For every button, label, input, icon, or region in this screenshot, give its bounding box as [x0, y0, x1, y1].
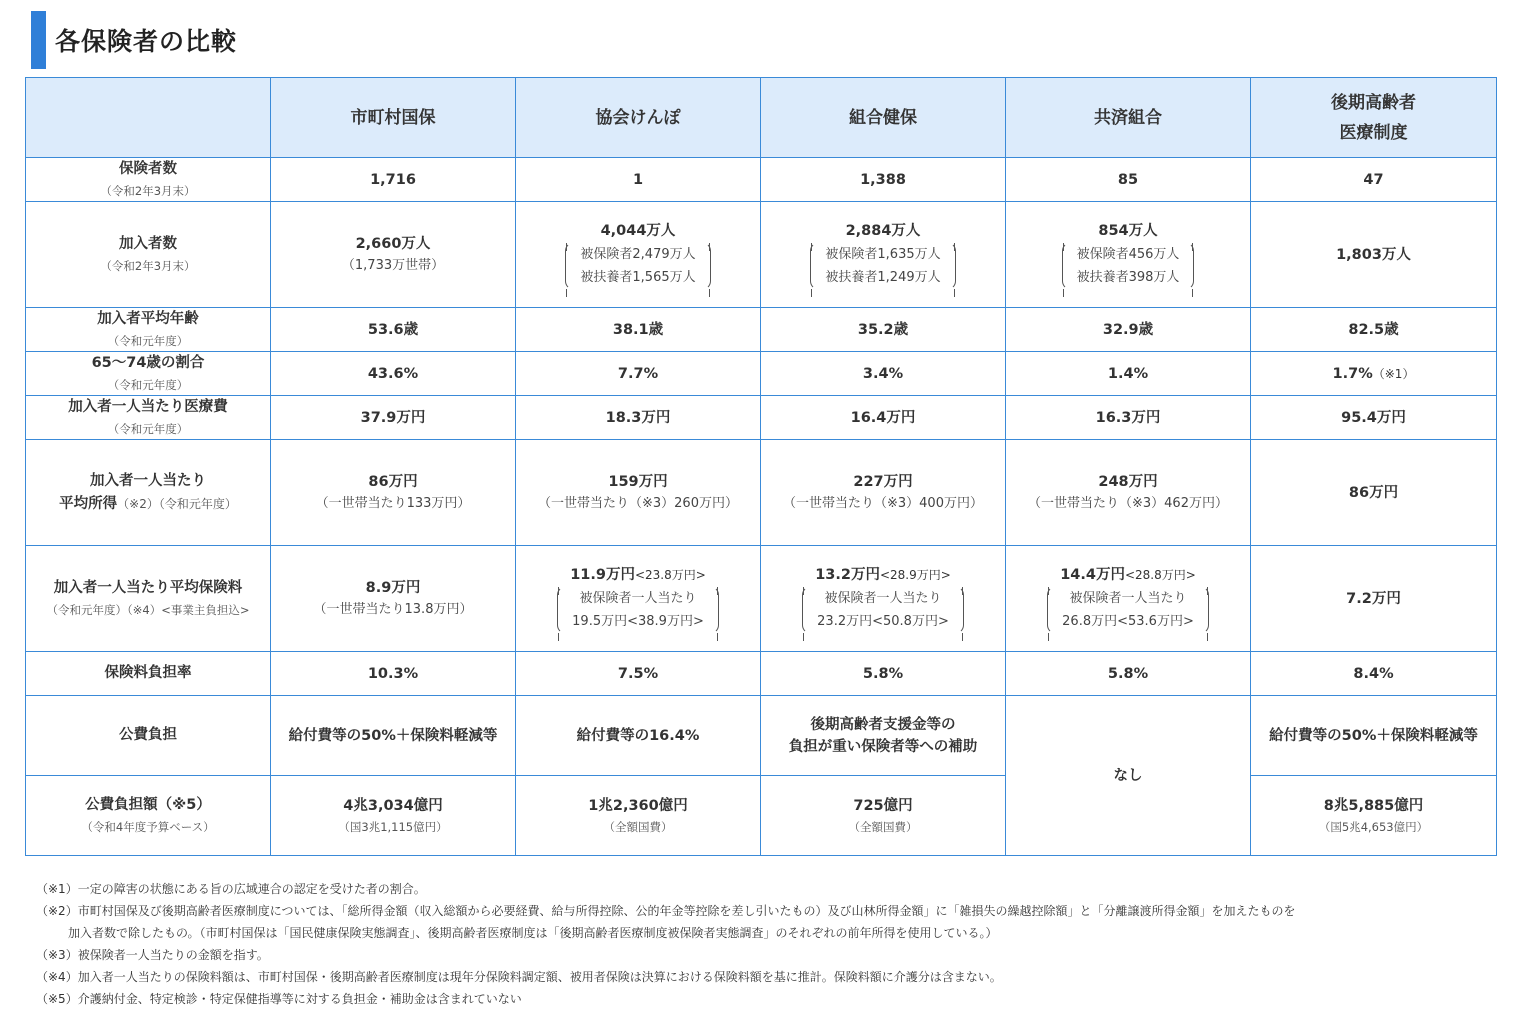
value-main [1006, 663, 1250, 685]
value-note: （国5兆4,653億円） [1318, 819, 1429, 834]
value-main [516, 471, 760, 493]
value-main [1006, 169, 1250, 191]
value-cell [271, 696, 516, 776]
corner-header [26, 78, 271, 158]
value-text: 10.3% [367, 665, 419, 682]
footnote-line: （※4）加入者一人当たりの保険料額は、市町村国保・後期高齢者医療制度は現年分保険料調定額、被用者保険は決算における保険料額を基に推計。保険料額に介護分は含まない。 [36, 970, 1002, 984]
title-accent-bar [31, 11, 46, 69]
value-text: 2,660万人 [355, 235, 431, 252]
row-label-cell [26, 546, 271, 652]
table-row [26, 396, 1497, 440]
value-main [1251, 363, 1496, 385]
column-header: 市町村国保 [271, 78, 516, 158]
value-text: 7.7% [617, 365, 659, 382]
bracket-breakdown [557, 586, 719, 634]
value-cell [516, 652, 761, 696]
value-main [761, 220, 1005, 242]
value-text: 4兆3,034億円 [343, 797, 443, 814]
row-label: 加入者数 [119, 236, 177, 252]
column-header-line: 医療制度 [1339, 122, 1408, 143]
value-text: 47 [1363, 171, 1384, 188]
footnote-line: 加入者数で除したもの。（市町村国保は「国民健康保険実態調査」、後期高齢者医療制度は「後期高齢者医療制度被保険者実態調査」のそれぞれの前年所得を使用している。） [68, 926, 998, 940]
value-main [1251, 795, 1496, 817]
value-cell [1006, 546, 1251, 652]
value-main [271, 725, 515, 747]
value-cell [1251, 308, 1497, 352]
row-label: 公費負担 [119, 727, 177, 743]
value-cell [1251, 652, 1497, 696]
value-cell [271, 158, 516, 202]
row-label-cell [26, 696, 271, 776]
page-title-text: 各保険者の比較 [55, 27, 238, 56]
breakdown-line: 被扶養者1,249万人 [825, 269, 941, 285]
value-main-line2: 負担が重い保険者等への補助 [788, 738, 978, 755]
value-main [271, 407, 515, 429]
row-label: 保険料負担率 [104, 665, 192, 681]
value-main [761, 363, 1005, 385]
value-main [516, 407, 760, 429]
value-main [761, 471, 1005, 493]
value-main [516, 564, 760, 586]
value-text: 38.1歳 [612, 321, 664, 338]
value-sub: （一世帯当たり（※3）400万円） [783, 495, 983, 511]
value-text: 1,716 [370, 171, 416, 188]
value-text: 3.4% [862, 365, 904, 382]
value-cell [516, 696, 761, 776]
value-main [516, 169, 760, 191]
value-sub: （一世帯当たり133万円） [315, 495, 471, 511]
value-cell [1006, 308, 1251, 352]
bracket-breakdown [810, 242, 955, 290]
value-note: <23.8万円> [634, 567, 706, 582]
value-cell [516, 352, 761, 396]
footnote-line: （※3）被保険者一人当たりの金額を指す。 [36, 948, 269, 962]
value-main [1251, 725, 1496, 747]
value-cell [516, 158, 761, 202]
value-main [761, 169, 1005, 191]
value-text: 32.9歳 [1102, 321, 1154, 338]
value-text: 16.3万円 [1095, 409, 1161, 426]
column-header: 協会けんぽ [516, 78, 761, 158]
value-cell [1251, 202, 1497, 308]
row-label-note: （令和元年度） [107, 334, 189, 348]
row-label-cell [26, 158, 271, 202]
row-label: 公費負担額（※5） [85, 797, 211, 813]
row-label: 加入者一人当たり平均保険料 [53, 580, 243, 596]
value-text: 8.4% [1353, 665, 1394, 682]
value-cell [761, 308, 1006, 352]
bracket-breakdown [1047, 586, 1209, 634]
value-text: 95.4万円 [1341, 409, 1406, 426]
value-main [1006, 564, 1250, 586]
row-label: 加入者平均年齢 [97, 311, 199, 327]
value-note: <28.8万円> [1124, 567, 1196, 582]
value-text: 2,884万人 [845, 222, 921, 239]
value-cell [271, 352, 516, 396]
breakdown-line: 被保険者1,635万人 [825, 246, 941, 262]
value-text: 5.8% [1107, 665, 1149, 682]
value-main [271, 577, 515, 599]
row-label-note: （令和元年度） [107, 422, 189, 436]
row-label-cell [26, 440, 271, 546]
breakdown-line: 被保険者一人当たり [579, 590, 697, 606]
value-cell [271, 652, 516, 696]
table-row [26, 202, 1497, 308]
bracket-breakdown [802, 586, 964, 634]
row-label-note: （令和元年度）（※4）<事業主負担込> [46, 603, 250, 617]
value-main [516, 663, 760, 685]
table-row [26, 308, 1497, 352]
value-main [516, 795, 760, 817]
value-text: 1.4% [1107, 365, 1149, 382]
value-cell [516, 546, 761, 652]
value-text: 14.4万円 [1060, 566, 1125, 583]
value-cell [1251, 352, 1497, 396]
breakdown-line: 被扶養者398万人 [1076, 269, 1180, 285]
value-cell [1251, 696, 1497, 776]
breakdown-line: 被保険者一人当たり [824, 590, 942, 606]
value-main [1251, 588, 1496, 610]
row-label: 加入者一人当たり医療費 [68, 399, 228, 415]
value-main [1251, 407, 1496, 429]
value-main [761, 795, 1005, 817]
value-sub: （1,733万世帯） [341, 257, 445, 273]
value-cell [761, 776, 1006, 856]
value-main [271, 169, 515, 191]
value-main [761, 663, 1005, 685]
value-cell [516, 202, 761, 308]
value-cell [1006, 202, 1251, 308]
value-cell [1251, 440, 1497, 546]
value-note: （国3兆1,115億円） [338, 819, 448, 834]
value-cell [1251, 158, 1497, 202]
row-label-text: 平均所得 [59, 495, 118, 512]
value-cell [761, 396, 1006, 440]
value-main [761, 319, 1005, 341]
value-main [271, 795, 515, 817]
column-header-line: 後期高齢者 [1331, 92, 1416, 113]
row-label-note: （令和2年3月末） [100, 259, 196, 273]
value-text: 86万円 [368, 473, 418, 490]
breakdown-line: 被保険者456万人 [1076, 246, 1180, 262]
row-label-cell [26, 202, 271, 308]
value-cell [516, 396, 761, 440]
footnote-line: （※5）介護納付金、特定検診・特定保健指導等に対する負担金・補助金は含まれていない [36, 992, 522, 1006]
value-note: <28.9万円> [879, 567, 951, 582]
column-header: 共済組合 [1006, 78, 1251, 158]
value-text: 725億円 [853, 797, 913, 814]
value-cell [761, 546, 1006, 652]
table-row [26, 546, 1497, 652]
row-label-note: （令和4年度予算ベース） [81, 820, 215, 834]
value-main [1006, 319, 1250, 341]
value-main [1251, 169, 1496, 191]
value-main [1251, 482, 1496, 504]
column-header: 組合健保 [761, 78, 1006, 158]
value-text: 854万人 [1098, 222, 1158, 239]
value-main [516, 220, 760, 242]
value-cell [1006, 158, 1251, 202]
value-text: 7.2万円 [1346, 590, 1401, 607]
value-text: 1,388 [860, 171, 906, 188]
value-text: 1.7% [1332, 365, 1373, 382]
row-label-cell [26, 308, 271, 352]
value-cell [516, 308, 761, 352]
value-cell [271, 776, 516, 856]
value-cell [516, 440, 761, 546]
table-row [26, 440, 1497, 546]
value-text: 248万円 [1098, 473, 1158, 490]
value-text: 1兆2,360億円 [588, 797, 688, 814]
value-text: 1,803万人 [1336, 246, 1411, 263]
value-cell [1251, 546, 1497, 652]
value-text: 13.2万円 [815, 566, 880, 583]
footnote-line: （※1）一定の障害の状態にある旨の広域連合の認定を受けた者の割合。 [36, 882, 426, 896]
value-sub: （一世帯当たり（※3）462万円） [1028, 495, 1228, 511]
value-note: （全額国費） [848, 819, 918, 834]
column-header [1251, 78, 1497, 158]
value-text: 後期高齢者支援金等の [810, 716, 956, 733]
value-text: 227万円 [853, 473, 913, 490]
value-text: 85 [1117, 171, 1139, 188]
value-text: 37.9万円 [360, 409, 426, 426]
footnote-line: （※2）市町村国保及び後期高齢者医療制度については、「総所得金額（収入総額から必要経費、給与所得控除、公的年金等控除を差し引いたもの）及び山林所得金額」に「雑損失の繰越控除額」と「分離譲渡所得金額」を加えたものを [36, 904, 1296, 918]
value-main [1251, 663, 1496, 685]
value-sub: （一世帯当たり（※3）260万円） [538, 495, 738, 511]
value-text: 43.6% [367, 365, 419, 382]
value-main [1006, 407, 1250, 429]
value-main [761, 407, 1005, 429]
bracket-breakdown [565, 242, 710, 290]
bracket-breakdown [1062, 242, 1195, 290]
row-label-note: （令和元年度） [107, 378, 189, 392]
value-note: （全額国費） [603, 819, 673, 834]
row-label [26, 493, 270, 516]
value-text: 給付費等の50%＋保険料軽減等 [1269, 727, 1478, 744]
value-text: 53.6歳 [367, 321, 419, 338]
value-main [516, 725, 760, 747]
value-cell [1006, 696, 1251, 856]
value-main [271, 363, 515, 385]
value-main [271, 319, 515, 341]
breakdown-line: 被保険者2,479万人 [580, 246, 696, 262]
value-text: 82.5歳 [1348, 321, 1399, 338]
value-main [1006, 765, 1250, 787]
value-main [516, 319, 760, 341]
value-text: 159万円 [608, 473, 668, 490]
value-text: 5.8% [862, 665, 904, 682]
breakdown-line: 被保険者一人当たり [1069, 590, 1187, 606]
value-cell [271, 202, 516, 308]
value-text: 35.2歳 [857, 321, 909, 338]
table-row [26, 352, 1497, 396]
row-label: 加入者一人当たり [90, 472, 206, 489]
row-label: 65～74歳の割合 [91, 355, 205, 371]
value-main [1251, 244, 1496, 266]
row-label-note: （※2）（令和元年度） [117, 496, 237, 511]
value-main [1006, 471, 1250, 493]
value-text: 1 [632, 171, 644, 188]
row-label: 保険者数 [119, 161, 177, 177]
value-main [761, 714, 1005, 736]
value-cell [1006, 440, 1251, 546]
value-text: 86万円 [1348, 484, 1399, 501]
breakdown-line: 23.2万円<50.8万円> [817, 613, 949, 629]
value-cell [761, 652, 1006, 696]
value-text: 8兆5,885億円 [1323, 797, 1424, 814]
value-cell [1251, 396, 1497, 440]
value-main [271, 471, 515, 493]
row-label-cell [26, 352, 271, 396]
value-cell [761, 352, 1006, 396]
table-row [26, 776, 1497, 856]
breakdown-line: 26.8万円<53.6万円> [1062, 613, 1194, 629]
value-cell [761, 202, 1006, 308]
value-main [516, 363, 760, 385]
table-row [26, 652, 1497, 696]
table-row [26, 158, 1497, 202]
value-text: 8.9万円 [365, 579, 421, 596]
page-title [31, 11, 237, 69]
breakdown-line: 被扶養者1,565万人 [580, 269, 696, 285]
value-cell [271, 308, 516, 352]
row-label-note: （令和2年3月末） [100, 184, 196, 198]
value-main [1006, 220, 1250, 242]
value-cell [1006, 352, 1251, 396]
value-cell [761, 440, 1006, 546]
value-cell [271, 440, 516, 546]
value-cell [1251, 776, 1497, 856]
row-label-cell [26, 396, 271, 440]
value-text: 11.9万円 [570, 566, 635, 583]
value-main [1251, 319, 1496, 341]
value-main [271, 663, 515, 685]
footnotes [36, 878, 1295, 1010]
value-text: 給付費等の50%＋保険料軽減等 [288, 727, 498, 744]
table-row [26, 696, 1497, 776]
value-cell [271, 396, 516, 440]
value-cell [516, 776, 761, 856]
value-note: （※1） [1372, 366, 1415, 381]
comparison-table [25, 77, 1497, 856]
value-main [1006, 363, 1250, 385]
value-cell [761, 158, 1006, 202]
value-text: 18.3万円 [605, 409, 671, 426]
value-main [271, 233, 515, 255]
value-cell [1006, 396, 1251, 440]
value-cell [1006, 652, 1251, 696]
value-text: 給付費等の16.4% [576, 727, 700, 744]
value-cell [761, 696, 1006, 776]
value-cell [271, 546, 516, 652]
row-label-cell [26, 652, 271, 696]
breakdown-line: 19.5万円<38.9万円> [572, 613, 704, 629]
value-text: 7.5% [617, 665, 659, 682]
value-sub: （一世帯当たり13.8万円） [313, 601, 473, 617]
value-text: 4,044万人 [600, 222, 676, 239]
value-text: なし [1113, 767, 1143, 784]
row-label-cell [26, 776, 271, 856]
value-text: 16.4万円 [850, 409, 916, 426]
value-main [761, 564, 1005, 586]
